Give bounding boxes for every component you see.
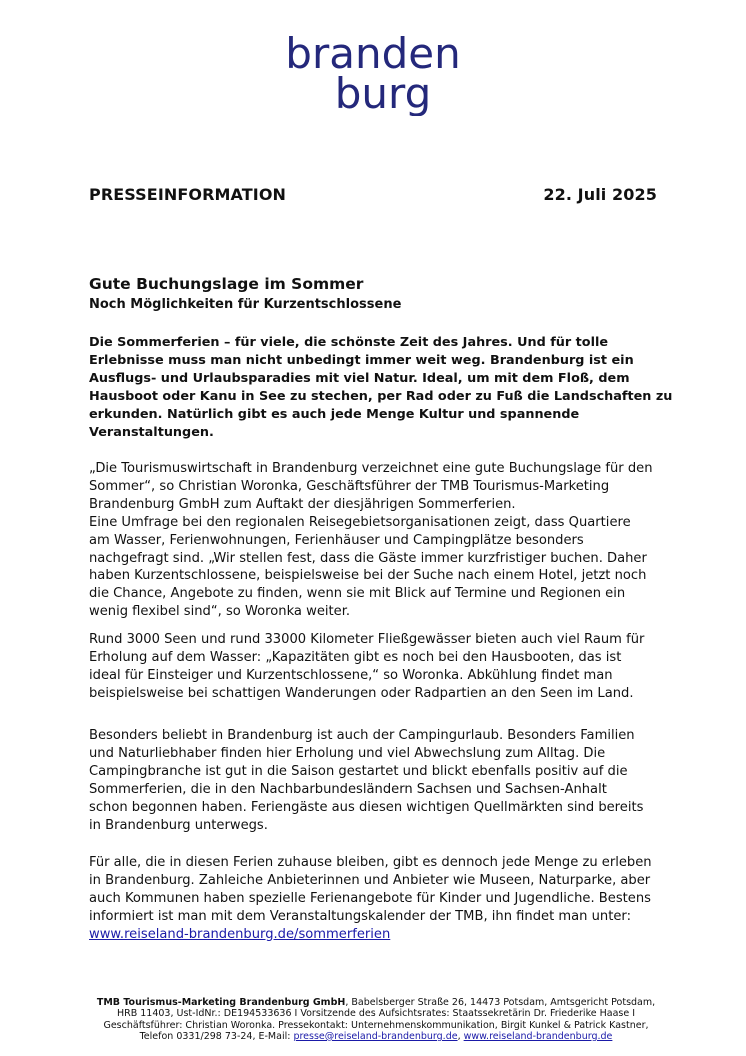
text-line: Besonders beliebt in Brandenburg ist auch der Campingurlaub. Besonders Familien [89,728,635,743]
text-line: und Naturliebhaber finden hier Erholung und viel Abwechslung zum Alltag. Die [89,745,606,761]
text-line: erkunden. Natürlich gibt es auch jede Menge Kultur und spannende [89,406,580,422]
text-line: Veranstaltungen. [89,424,214,440]
text-line: in Brandenburg. Zahleiche Anbieterinnen und Anbieter wie Museen, Naturparke, aber [89,872,651,888]
footer-registry: HRB 11403, Ust-IdNr.: DE194533636 I Vorsitzende des Aufsichtsrates: Staatssekretärin Dr. Friederike Haase I [116,1008,636,1020]
footer-phone: Telefon 0331/298 73-24, E-Mail: [139,1030,294,1042]
text-line: Für alle, die in diesen Ferien zuhause bleiben, gibt es dennoch jede Menge zu erleben [89,855,652,870]
text-line: die Chance, Angebote zu finden, wenn sie mit Blick auf Termine und Regionen ein [89,586,626,602]
footer-email-link[interactable]: presse@reiseland-brandenburg.de [293,1030,458,1042]
paragraph-4 [89,854,664,944]
text-line: am Wasser, Ferienwohnungen, Ferienhäuser und Campingplätze besonders [89,532,584,548]
text-line: Brandenburg GmbH zum Auftakt der diesjährigen Sommerferien. [89,496,516,512]
text-line: Sommerferien, die in den Nachbarbundesländern Sachsen und Sachsen-Anhalt [89,781,607,797]
text-line: Erholung auf dem Wasser: „Kapazitäten gibt es noch bei den Hausbooten, das ist [89,649,622,665]
text-line: Rund 3000 Seen und rund 33000 Kilometer Fließgewässer bieten auch viel Raum für [89,632,645,647]
text-line: Hausboot oder Kanu in See zu stechen, per Rad oder zu Fuß die Landschaften zu [89,388,673,404]
headline-title: Gute Buchungslage im Sommer [89,275,364,293]
text-line: beispielsweise bei schattigen Wanderungen oder Radpartien an den Seen im Land. [89,685,634,701]
text-line: haben Kurzentschlossene, beispielsweise bei der Suche nach einem Hotel, jetzt noch [89,568,647,584]
text-line: „Die Tourismuswirtschaft in Brandenburg verzeichnet eine gute Buchungslage für den [89,461,653,476]
footer-contact: Geschäftsführer: Christian Woronka. Pressekontakt: Unternehmenskommunikation, Birgit Kunkel & Patrick Kastner, [103,1019,649,1031]
brandenburg-logo [0,30,746,116]
intro-paragraph [89,334,673,441]
logo-line-2: burg [334,69,432,116]
text-line: Campingbranche ist gut in die Saison gestartet und blickt ebenfalls positiv auf die [89,763,628,779]
footer-address: , Babelsberger Straße 26, 14473 Potsdam, Amtsgericht Potsdam, [345,997,656,1008]
text-line: Sommer“, so Christian Woronka, Geschäftsführer der TMB Tourismus-Marketing [89,478,610,494]
paragraph-2 [89,631,664,703]
text-line: Eine Umfrage bei den regionalen Reisegebietsorganisationen zeigt, dass Quartiere [89,514,631,530]
text-line: ideal für Einsteiger und Kurzentschlossene,“ so Woronka. Abkühlung findet man [89,667,613,683]
text-line: wenig flexibel sind“, so Woronka weiter. [89,604,351,620]
press-date: 22. Juli 2025 [543,185,657,204]
footer-website-link[interactable]: www.reiseland-brandenburg.de [463,1030,613,1042]
footer-separator: , [457,1030,464,1042]
headline-subtitle: Noch Möglichkeiten für Kurzentschlossene [89,297,402,312]
paragraph-3 [89,727,664,834]
text-line: informiert ist man mit dem Veranstaltungskalender der TMB, ihn findet man unter: [89,908,631,924]
text-line: Die Sommerferien – für viele, die schönste Zeit des Jahres. Und für tolle [89,335,609,350]
press-header [89,185,657,204]
logo-line-1: branden [285,30,461,78]
text-line: Erlebnisse muss man nicht unbedingt immer weit weg. Brandenburg ist ein [89,352,634,368]
text-line: nachgefragt sind. „Wir stellen fest, dass die Gäste immer kurzfristiger buchen. Daher [89,550,647,566]
text-line: in Brandenburg unterwegs. [89,817,268,833]
press-label: PRESSEINFORMATION [89,185,287,204]
footer [80,997,672,1042]
text-line: auch Kommunen haben spezielle Ferienangebote für Kinder und Jugendliche. Bestens [89,890,651,906]
text-line: schon begonnen haben. Feriengäste aus diesen wichtigen Quellmärkten sind bereits [89,799,644,815]
footer-company: TMB Tourismus-Marketing Brandenburg GmbH [96,997,346,1008]
text-line: Ausflugs- und Urlaubsparadies mit viel Natur. Ideal, um mit dem Floß, dem [89,370,630,386]
sommerferien-link[interactable]: www.reiseland-brandenburg.de/sommerferien [89,926,391,942]
paragraph-1 [89,460,664,621]
